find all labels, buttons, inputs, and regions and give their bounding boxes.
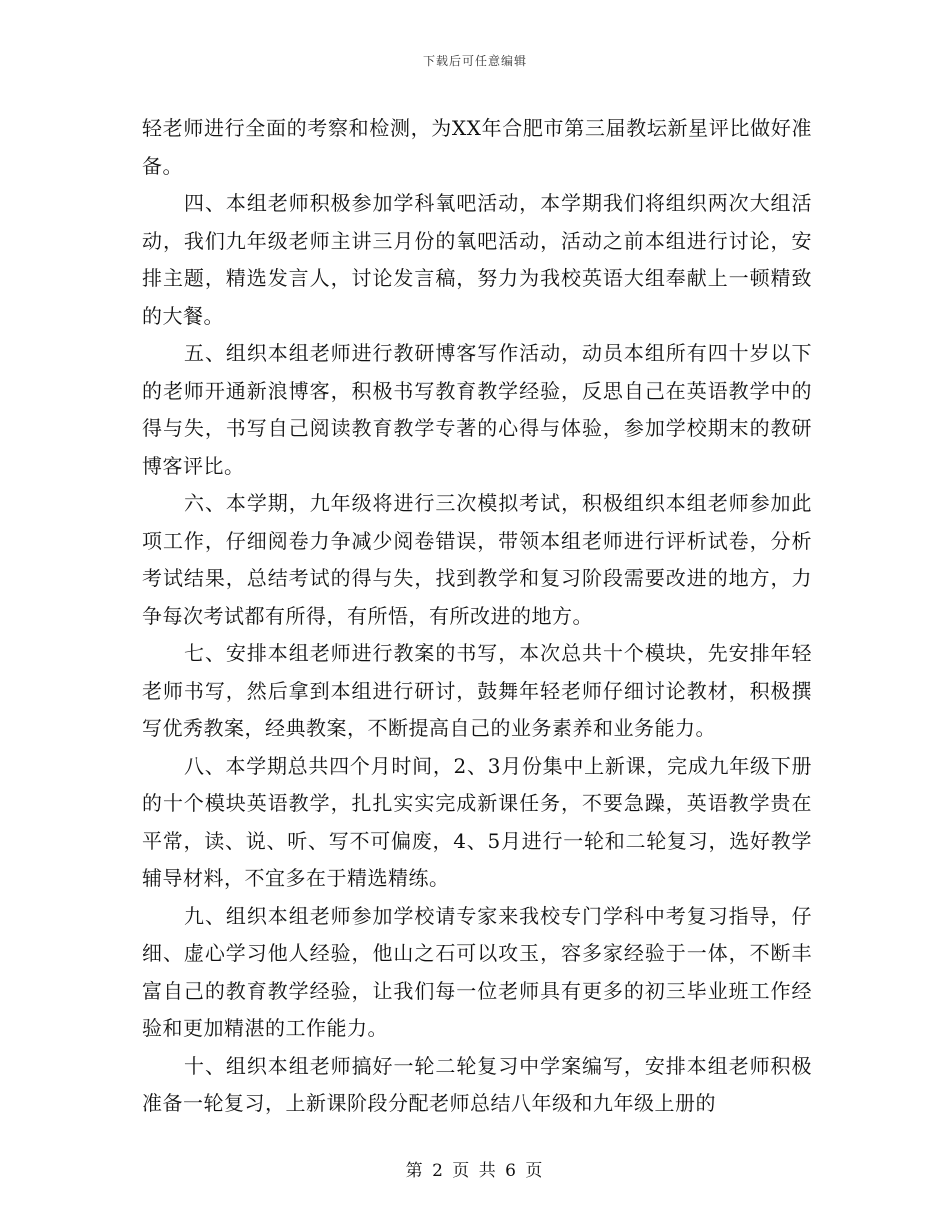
paragraph-item-10: 十、组织本组老师搞好一轮二轮复习中学案编写，安排本组老师积极准备一轮复习，上新课阶段分配老师总结八年级和九年级上册的 — [142, 1053, 812, 1115]
paragraph-continuation: 轻老师进行全面的考察和检测，为XX年合肥市第三届教坛新星评比做好准备。 — [142, 116, 812, 178]
paragraph-item-9: 九、组织本组老师参加学校请专家来我校专门学科中考复习指导，仔细、虚心学习他人经验，他山之石可以攻玉，容多家经验于一体，不断丰富自己的教育教学经验，让我们每一位老师具有更多的初三毕业班工作经验和更加精湛的工作能力。 — [142, 903, 812, 1040]
paragraph-item-5: 五、组织本组老师进行教研博客写作活动，动员本组所有四十岁以下的老师开通新浪博客，积极书写教育教学经验，反思自己在英语教学中的得与失，书写自己阅读教育教学专著的心得与体验，参加学校期末的教研博客评比。 — [142, 341, 812, 478]
page-footer: 第 2 页 共 6 页 — [405, 1161, 545, 1181]
paragraph-item-4: 四、本组老师积极参加学科氧吧活动，本学期我们将组织两次大组活动，我们九年级老师主讲三月份的氧吧活动，活动之前本组进行讨论，安排主题，精选发言人，讨论发言稿，努力为我校英语大组奉献上一顿精致的大餐。 — [142, 191, 812, 328]
page-header: 下载后可任意编辑 — [422, 54, 527, 68]
paragraph-item-7: 七、安排本组老师进行教案的书写，本次总共十个模块，先安排年轻老师书写，然后拿到本组进行研讨，鼓舞年轻老师仔细讨论教材，积极撰写优秀教案，经典教案，不断提高自己的业务素养和业务能力。 — [142, 641, 812, 740]
document-body — [142, 110, 812, 1123]
paragraph-item-6: 六、本学期，九年级将进行三次模拟考试，积极组织本组老师参加此项工作，仔细阅卷力争减少阅卷错误，带领本组老师进行评析试卷，分析考试结果，总结考试的得与失，找到教学和复习阶段需要改进的地方，力争每次考试都有所得，有所悟，有所改进的地方。 — [142, 491, 812, 628]
paragraph-item-8: 八、本学期总共四个月时间，2、3月份集中上新课，完成九年级下册的十个模块英语教学，扎扎实实完成新课任务，不要急躁，英语教学贵在平常，读、说、听、写不可偏废，4、5月进行一轮和二轮复习，选好教学辅导材料，不宜多在于精选精练。 — [142, 753, 812, 890]
